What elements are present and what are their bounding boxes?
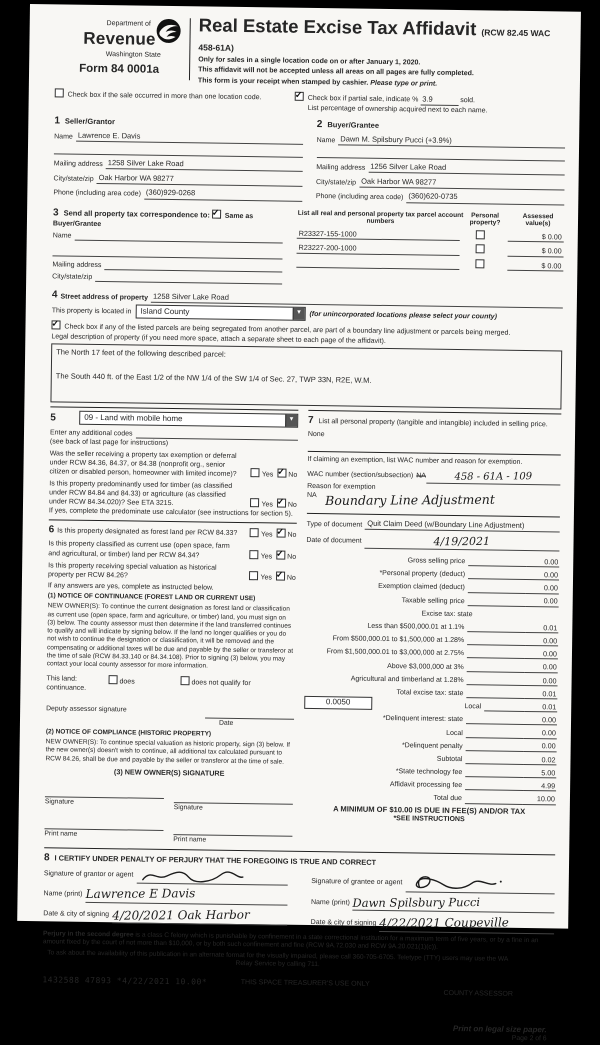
- tax-value-field[interactable]: 5.00: [523, 768, 556, 779]
- segregated-label: Check box if any of the listed parcels are being segregated from another parcel, are part of a boundary line adjustment or parcels being merged.: [64, 323, 511, 337]
- reason-for-exemption-label: Reason for exemption: [307, 482, 376, 491]
- legal-description-line2: The South 440 ft. of the East 1/2 of the NW 1/4 of the SW 1/4 of Sec. 27, TWP 33N, R2E, W.M.: [55, 371, 372, 385]
- tax-value-field[interactable]: 0.00: [524, 728, 557, 739]
- document-date-field[interactable]: [365, 533, 560, 551]
- personal-property-checkbox[interactable]: [475, 244, 484, 253]
- seller-phone-field[interactable]: (360)929-0268: [144, 188, 302, 201]
- grantee-name-handwriting: Dawn Spilsbury Pucci: [352, 895, 481, 911]
- does-not-checkbox[interactable]: [181, 676, 190, 685]
- tax-line-delinquent-interest-local: Local 0.00: [446, 728, 556, 738]
- grantor-signature-icon: [136, 867, 246, 885]
- tax-line-excise-header: Excise tax: state: [421, 610, 473, 619]
- county-dropdown-arrow-icon[interactable]: ▼: [292, 308, 304, 320]
- grantor-signature-block: Signature of grantor or agent Name (print) Lawrence E Davis Date & city of signing 4/20/2021 Oak Harbor: [43, 864, 287, 930]
- seller-name-field[interactable]: Lawrence E. Davis: [76, 131, 303, 145]
- tax-value-field[interactable]: 10.00: [523, 794, 556, 805]
- grantee-date-field[interactable]: [379, 915, 554, 934]
- correspondence-city-field[interactable]: [95, 273, 282, 285]
- timber-question: Is this property predominantly used for timber (as classified under RCW 84.84 and 84.33) or agriculture (as classified under RCW 84.34.020)? See ETA 3215.: [48, 480, 233, 508]
- buyer-mailing-field[interactable]: 1256 Silver Lake Road: [368, 162, 565, 176]
- personal-property-section: 7 List all personal property (tangible and intangible) included in selling price. None If claiming an exemption, list WAC number and reason for exemption. WAC number (section/subsection) NA 458 - 61A - 109 Reason for exemption NA Boundary Line Adjustment: [307, 410, 562, 511]
- grantee-signature-field[interactable]: [405, 873, 555, 894]
- tax-line-tier2: From $500,000.01 to $1,500,000 at 1.28% 0.00: [332, 635, 558, 646]
- legal-description-line1: The North 17 feet of the following described parcel:: [56, 347, 226, 359]
- tax-line-delinquent-penalty: *Delinquent penalty 0.00: [401, 741, 556, 751]
- use-code-dropdown-arrow-icon[interactable]: ▼: [285, 415, 297, 427]
- county-value: Island County: [140, 306, 190, 317]
- local-rate-box[interactable]: 0.0050: [304, 696, 372, 709]
- partial-sale-sold-label: sold.: [460, 96, 476, 105]
- personal-property-checkbox[interactable]: [475, 230, 484, 239]
- tax-line-tech-fee: *State technology fee 5.00: [395, 768, 556, 778]
- tax-line-total-state: Total excise tax: state 0.01: [396, 688, 557, 699]
- grantor-date-field[interactable]: [112, 907, 287, 926]
- form-title-rcw: (RCW 82.45 WAC 458-61A): [198, 27, 551, 53]
- buyer-heading: Buyer/Grantee: [327, 119, 380, 130]
- reason-na-value: NA: [306, 491, 317, 499]
- tax-value-field[interactable]: 0.00: [526, 583, 559, 594]
- form-title: Real Estate Excise Tax Affidavit (RCW 82.45 WAC 458-61A): [198, 14, 551, 53]
- forest-yes-checkbox[interactable]: [250, 528, 259, 537]
- buyer-name-field[interactable]: Dawn M. Spilsbury Pucci (+3.9%): [338, 134, 565, 148]
- tax-line-processing-fee: Affidavit processing fee 4.99: [389, 781, 556, 791]
- form-number: Form 84 0001a: [79, 62, 160, 77]
- top-check-row: [55, 88, 566, 116]
- tax-value-field[interactable]: 4.99: [523, 781, 556, 792]
- forest-no-checkbox[interactable]: [276, 529, 285, 538]
- partial-sale-label: Check box if partial sale, indicate %: [307, 94, 419, 104]
- document-type-field[interactable]: Quit Claim Deed (w/Boundary Line Adjustment): [365, 519, 560, 533]
- seller-name2-field[interactable]: [54, 145, 303, 157]
- tax-value-field[interactable]: 0.00: [524, 715, 557, 726]
- legal-description-field[interactable]: [50, 343, 562, 409]
- deputy-date-field[interactable]: Date: [205, 706, 294, 729]
- section-1-number: 1: [54, 114, 61, 127]
- county-assessor-label: COUNTY ASSESSOR: [443, 989, 514, 998]
- land-designation-section: 6 Is this property designated as forest land per RCW 84.33? Yes ✓ No Is this property classified as current use (open space, farm and agricultural, or timber) land per RCW 84.34? Yes ✓ No Is this property receiving special valuation as historical property per RCW 84.26? Yes ✓ No If any answers are yes, complete as instructed below. (1) NOTICE OF CONTINUANCE (FOREST LAND OR CURRENT USE) NEW OWNER(S): To continue the current designation as forest land or classification as current use (open space, farm and agriculture, or timber) land, you must sign on (3) below. The county assessor must then determine if the land transferred continues to qualify and will indicate by signing below. If the land no longer qualifies or you do not wish to continue the designation or classification, it will be removed and the compensating or additional taxes will be due and payable by the seller or transferor at the time of sale (RCW 84.33.140 or 84.34.108). Prior to signing (3) below, you may contact your local county assessor for more information. This land: continuance. does does not qualify for Deputy assessor signature Date (2) NOTICE OF COMPLIANCE (HISTORIC PROPERTY) NEW OWNER(S): To continue special valuation as historic property, sign (3) below. If the new owner(s) doesn't wish to continue, all additional tax calculated pursuant to RCW 84.26, shall be due and payable by the seller or transferor at the time of sale. (3) NEW OWNER(S) SIGNATURE Signature Signature Print name Print name: [44, 520, 296, 847]
- this-land-label: This land: continuance.: [46, 674, 87, 692]
- revenue-wordmark: Revenue: [83, 28, 156, 49]
- header-note-3: This form is your receipt when stamped by cashier. Please type or print.: [197, 77, 438, 88]
- right-column: [302, 410, 561, 850]
- section-3-number: 3: [53, 206, 59, 218]
- buyer-name2-field[interactable]: [316, 149, 565, 161]
- table-row: [296, 257, 563, 272]
- tax-value-field[interactable]: 0.01: [524, 702, 557, 713]
- see-instructions-note: *SEE INSTRUCTIONS: [393, 815, 465, 824]
- assessed-value-field[interactable]: $ 0.00: [507, 261, 563, 272]
- exemption-note: If claiming an exemption, list WAC number and reason for exemption.: [307, 451, 560, 468]
- personal-property-label: List all personal property (tangible and intangible) included in selling price.: [318, 418, 548, 429]
- tax-value-field[interactable]: 0.00: [526, 596, 559, 607]
- county-dropdown[interactable]: [135, 305, 305, 321]
- multi-location-label: Check box if the sale occurred in more than one location code.: [67, 91, 262, 102]
- tax-line-personal-deduct: *Personal property (deduct) 0.00: [379, 570, 559, 580]
- street-address-label: Street address of property: [60, 293, 149, 302]
- historic-yes-checkbox[interactable]: [249, 571, 258, 580]
- tax-value-field[interactable]: 0.00: [525, 649, 558, 660]
- seller-city-field[interactable]: Oak Harbor WA 98277: [97, 173, 303, 187]
- additional-codes-note: (see back of last page for instructions): [49, 437, 169, 447]
- tax-value-field[interactable]: 0.00: [524, 741, 557, 752]
- parcel-col-personal: Personal property?: [469, 211, 501, 227]
- current-use-no-checkbox[interactable]: [276, 550, 285, 559]
- buyer-phone-field[interactable]: (360)620-0735: [406, 192, 564, 205]
- table-row: [296, 242, 563, 257]
- tax-value-field[interactable]: 0.02: [523, 755, 556, 766]
- tax-line-tier1: Less than $500,000.01 at 1.1% 0.01: [367, 622, 558, 633]
- tax-line-tier4: Above $3,000,000 at 3% 0.00: [387, 662, 557, 672]
- legal-description-label: Legal description of property (if you need more space, attach a separate sheet to each page of the affidavit).: [51, 333, 386, 345]
- tax-value-field[interactable]: 0.00: [525, 662, 558, 673]
- parcel-table: [296, 209, 564, 289]
- wac-number-field[interactable]: [426, 469, 561, 485]
- page-indicator: Page 2 of 6: [511, 1035, 547, 1043]
- print-legal-note: Print on legal size paper.: [452, 1023, 547, 1035]
- personal-property-checkbox[interactable]: [475, 259, 484, 268]
- tax-line-local: 0.0050 Local 0.01: [304, 696, 557, 713]
- multi-location-checkbox[interactable]: [55, 88, 64, 97]
- tax-line-total-due: Total due 10.00: [433, 794, 556, 804]
- use-code-value: 09 - Land with mobile home: [84, 412, 183, 424]
- header-note-1: Only for sales in a single location code on or after January 1, 2020.: [198, 55, 421, 66]
- new-owner-print-field-1[interactable]: Print name: [44, 817, 163, 844]
- grantor-date-handwriting: 4/20/2021 Oak Harbor: [112, 907, 250, 923]
- historic-question: Is this property receiving special valuation as historical property per RCW 84.26?: [47, 561, 217, 580]
- section-2-number: 2: [316, 118, 323, 130]
- tax-line-taxable: Taxable selling price 0.00: [401, 596, 558, 606]
- current-use-question: Is this property classified as current use (open space, farm and agricultural, or timber) land per RCW 84.34?: [48, 540, 230, 559]
- section-8-number: 8: [44, 852, 50, 864]
- personal-property-value[interactable]: None: [307, 430, 325, 439]
- perjury-notice: Perjury in the second degree is a class C felony which is punishable by confinement in a state correctional institution for a maximum term of five years, or by a fine in an amount fixed by the court of not more than $10,000, or by both such confinement and fine (RCW 9A.72.030 and RCW 9A.20.021(1)(c)).: [42, 929, 539, 951]
- reason-handwriting[interactable]: Boundary Line Adjustment: [324, 491, 495, 508]
- parcel-number-field[interactable]: R23327-155-1000: [297, 229, 460, 242]
- seller-block: 1 Seller/Grantor Name Lawrence E. Davis Mailing address 1258 Silver Lake Road City/state/zip Oak Harbor WA 98277 Phone (including area code) (360)929-0268: [53, 114, 303, 201]
- tax-computation: [303, 551, 560, 805]
- exemption-yes-checkbox[interactable]: [251, 468, 260, 477]
- seller-mailing-field[interactable]: 1258 Silver Lake Road: [106, 158, 303, 172]
- new-owner-print-field-2[interactable]: Print name: [173, 819, 292, 846]
- tax-line-exemption-deduct: Exemption claimed (deduct) 0.00: [378, 583, 558, 593]
- washington-state-label: Washington State: [105, 51, 161, 60]
- tax-value-field[interactable]: 0.00: [525, 636, 558, 647]
- continuance-body: NEW OWNER(S): To continue the current designation as forest land or classification as current use (open space, farm and agriculture, or timber) land, you must sign on (3) below. The county assessor must then determine if the land transferred continues to qualify and will indicate by signing below. If the land no longer qualifies or you do not wish to continue the designation or classification, it will be removed and the compensating or additional taxes will be due and payable by the seller or transferor at the time of sale (RCW 84.33.140 or 84.34.108). Prior to signing (3) below, you may contact your local county assessor for more information.: [46, 602, 294, 670]
- header-note-2: This affidavit will not be accepted unless all areas on all pages are fully completed.: [198, 66, 474, 78]
- section-4-number: 4: [51, 289, 58, 301]
- dor-logo-block: [55, 14, 184, 78]
- historic-no-checkbox[interactable]: [276, 571, 285, 580]
- grantor-name-handwriting: Lawrence E Davis: [85, 886, 196, 902]
- exemption-no-checkbox[interactable]: [277, 468, 286, 477]
- revenue-logo-icon: [155, 18, 181, 44]
- left-column: [44, 406, 298, 846]
- tax-line-subtotal: Subtotal 0.02: [436, 754, 556, 765]
- dept-of-label: Department of: [106, 20, 151, 28]
- parcel-col-numbers: List all real and personal property tax parcel account numbers: [297, 209, 464, 226]
- grantee-date-handwriting: 4/22/2021 Coupeville: [379, 915, 510, 931]
- header-divider: [189, 18, 191, 80]
- wac-na-value: NA: [416, 472, 427, 480]
- wac-number-handwriting: 458 - 61A - 109: [454, 470, 533, 483]
- parcel-col-assessed: Assessed value(s): [522, 212, 554, 228]
- parcel-number-field[interactable]: [296, 267, 459, 270]
- partial-sale-percent-field[interactable]: 3.9: [420, 94, 458, 105]
- correspondence-label: Send all property tax correspondence to:: [63, 207, 210, 220]
- form-header: [55, 14, 567, 90]
- minimum-due-note: A MINIMUM OF $10.00 IS DUE IN FEE(S) AND/OR TAX: [333, 803, 526, 816]
- grantee-signature-block: Signature of grantee or agent Name (print) Dawn Spilsbury Pucci Date & city of signing 4/22/2021 Coupeville: [311, 871, 555, 934]
- compliance-body: NEW OWNER(S): To continue special valuation as historic property, sign (3) below. If the new owner(s) doesn't wish to continue, all additional tax calculated pursuant to RCW 84.26, shall be due and payable by the seller or transferor at the time of sale.: [45, 738, 291, 766]
- section-7-number: 7: [307, 414, 314, 427]
- timber-note: If yes, complete the predominate use calculator (see instructions for section 5).: [48, 507, 293, 519]
- certification-statement: I CERTIFY UNDER PENALTY OF PERJURY THAT THE FOREGOING IS TRUE AND CORRECT: [54, 853, 377, 867]
- if-yes-note: If any answers are yes, complete as instructed below.: [47, 582, 214, 592]
- same-as-buyer-checkbox[interactable]: [212, 209, 221, 218]
- parties-section: [53, 114, 565, 205]
- certification-section: [43, 847, 555, 934]
- grantor-signature-field[interactable]: [136, 867, 287, 886]
- tax-value-field[interactable]: 0.01: [525, 623, 558, 634]
- current-use-yes-checkbox[interactable]: [250, 550, 259, 559]
- tax-line-tier3: From $1,500,000.01 to $3,000,000 at 2.75% 0.00: [326, 648, 558, 659]
- tax-value-field[interactable]: 0.01: [524, 689, 557, 700]
- same-as-buyer-label: Same as Buyer/Grantee: [52, 212, 254, 228]
- section-6-number: 6: [48, 524, 55, 536]
- grantee-name-field[interactable]: [353, 895, 555, 914]
- buyer-city-field[interactable]: Oak Harbor WA 98277: [359, 176, 565, 190]
- new-owner-signature-field-2[interactable]: Signature: [174, 787, 293, 814]
- correspondence-mailing-field[interactable]: [104, 261, 282, 272]
- use-code-dropdown[interactable]: [79, 411, 298, 428]
- partial-sale-checkbox[interactable]: [295, 91, 304, 100]
- buyer-block: 2 Buyer/Grantee Name Dawn M. Spilsbury Pucci (+3.9%) Mailing address 1256 Silver Lake Road City/state/zip Oak Harbor WA 98277 Phone (including area code) (360)620-0735: [316, 118, 566, 205]
- tax-line-agricultural: Agricultural and timberland at 1.28% 0.00: [350, 675, 557, 685]
- treasurer-space-label: THIS SPACE TREASURER'S USE ONLY: [240, 978, 370, 988]
- accessibility-notice: To ask about the availability of this publication in an alternate format for the visually impaired, please call 360-705-6705. Teletype (TTY) users may use the WA Relay Service by calling 711.: [47, 948, 509, 969]
- use-code-section: 5 09 - Land with mobile home ▼ Enter any additional codes (see back of last page for instructions) Was the seller receiving a property tax exemption or deferral under RCW 84.36, 84.37, or 84.38 (nonprofit org., senior citizen or disabled person, homeowner with limited income)? Yes ✓ No Is this property predominantly used for timber (as classified under RCW 84.84 and 84.33) or agriculture (as classified under RCW 84.34.020)? See ETA 3215. Yes ✓ No If yes, complete the predominate use calculator (see instructions for section 5).: [49, 406, 298, 519]
- correspondence-name2-field[interactable]: [52, 248, 282, 260]
- tax-value-field[interactable]: 0.00: [525, 675, 558, 686]
- new-owner-signature-field-1[interactable]: Signature: [45, 786, 164, 813]
- segregated-checkbox[interactable]: [51, 320, 60, 329]
- assessed-value-field[interactable]: $ 0.00: [508, 246, 564, 257]
- partial-sale-note: List percentage of ownership acquired next to each name.: [307, 104, 488, 114]
- timber-yes-checkbox[interactable]: [250, 498, 259, 507]
- affidavit-page: [17, 4, 581, 1043]
- tax-line-gross: Gross selling price 0.00: [407, 557, 559, 567]
- assessed-value-field[interactable]: $ 0.00: [508, 232, 564, 243]
- forest-question: Is this property designated as forest land per RCW 84.33?: [57, 527, 238, 538]
- exemption-question: Was the seller receiving a property tax exemption or deferral under RCW 84.36, 84.37, or 84.38 (nonprofit org., senior citizen or disabled person, homeowner with limited income)?: [49, 450, 237, 478]
- timber-no-checkbox[interactable]: [277, 499, 286, 508]
- street-address-field[interactable]: 1258 Silver Lake Road: [151, 292, 563, 309]
- tax-line-delinquent-interest-state: *Delinquent interest: state 0.00: [382, 715, 557, 725]
- document-date-handwriting: 4/19/2021: [433, 534, 491, 548]
- grantee-signature-icon: [405, 873, 505, 892]
- new-owner-signature-title: (3) NEW OWNER(S) SIGNATURE: [113, 767, 225, 778]
- deputy-assessor-field[interactable]: Deputy assessor signature: [46, 705, 127, 714]
- correspondence-name-field[interactable]: [74, 232, 282, 244]
- section-5-number: 5: [50, 411, 56, 423]
- seller-heading: Seller/Grantor: [64, 116, 115, 126]
- tax-value-field[interactable]: 0.00: [526, 570, 559, 581]
- document-tax-section: Type of document Quit Claim Deed (w/Boundary Line Adjustment) Date of document 4/19/2021 Gross selling price 0.00 *Personal property (deduct) 0.00 Exemption claimed (deduct) 0.00 Taxable selling price 0.00 Excise tax: state Less than $500,000.01 at 1.1% 0.01 From $500,000.01 to $1,500,000 at 1.28% 0.00 From $1,500,000.01 to $3,000,000 at 2.75% 0.00 Above $3,000,000 at 3% 0.00 Agricultural and timberland at 1.28% 0.00 Total excise tax: state 0.01 0.0050 Local 0.01 *Delinquent interest: state 0.00 Local 0.00 *Delinquent penalty 0.00 Subtotal 0.02 *State technology fee 5.00 Affidavit processing fee 4.99 Total due 10.00 A MINIMUM OF $10.00 IS DUE IN FEE(S) AND/OR TAX *SEE INSTRUCTIONS: [302, 513, 559, 826]
- property-section: [50, 289, 563, 410]
- continuance-title: (1) NOTICE OF CONTINUANCE (FOREST LAND OR CURRENT USE): [47, 592, 256, 603]
- grantor-name-field[interactable]: [85, 886, 287, 905]
- correspondence-parcels-section: [52, 206, 564, 289]
- table-row: [297, 227, 564, 242]
- located-in-label: This property is located in: [51, 307, 132, 316]
- correspondence-block: 3 Send all property tax correspondence to: ✓ Same as Buyer/Grantee Name Mailing address City/state/zip: [52, 206, 283, 285]
- does-checkbox[interactable]: [109, 675, 118, 684]
- parcel-number-field[interactable]: R23227-200-1000: [296, 243, 459, 256]
- county-note: (for unincorporated locations please select your county): [309, 310, 497, 321]
- tax-value-field[interactable]: 0.00: [526, 557, 559, 568]
- cashier-stamp: 1432588 47893 *4/22/2021 10.00*: [42, 975, 208, 987]
- compliance-title: (2) NOTICE OF COMPLIANCE (HISTORIC PROPERTY): [45, 727, 212, 738]
